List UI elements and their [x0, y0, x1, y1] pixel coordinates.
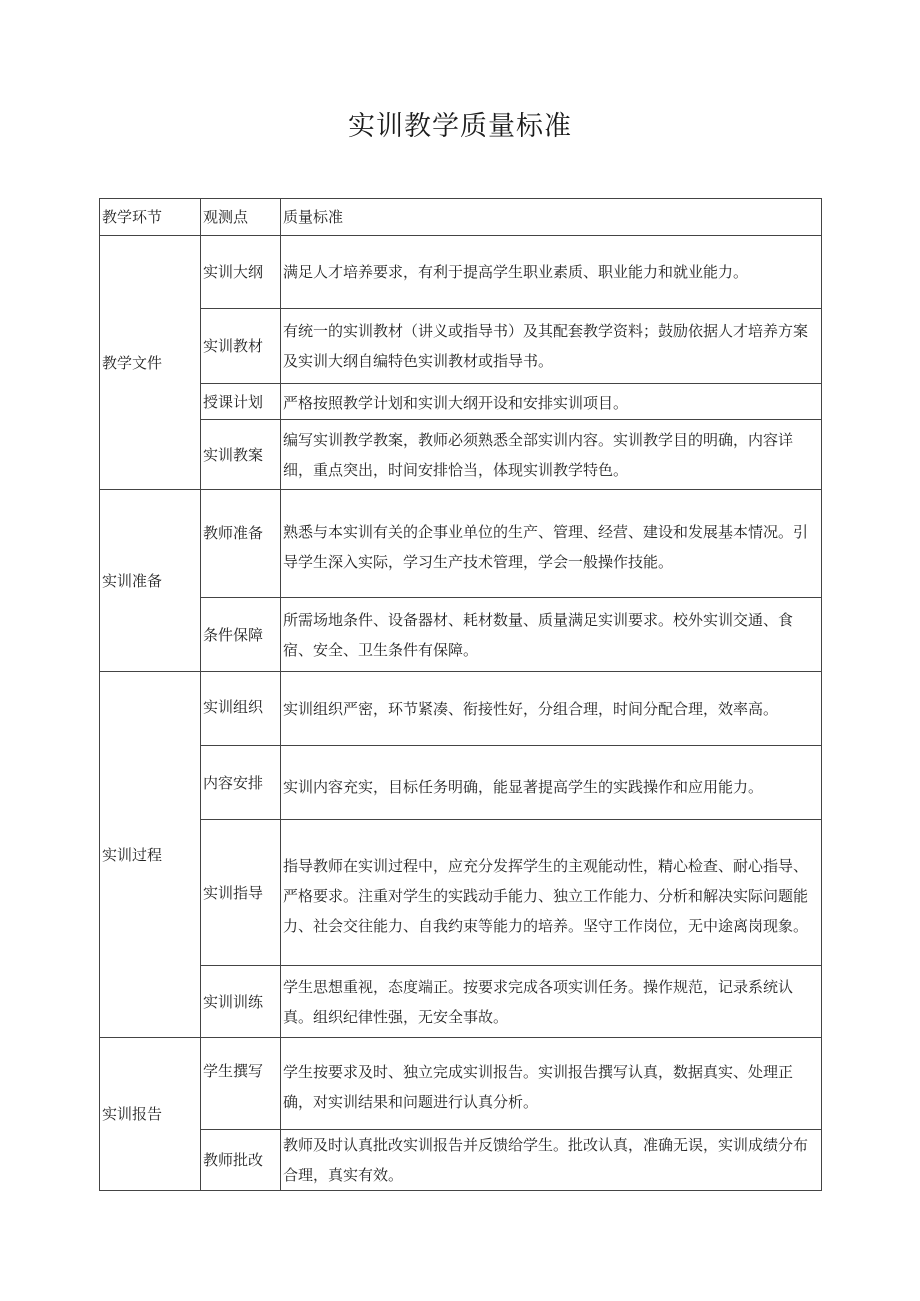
point-teacher-grading: 教师批改 — [201, 1130, 281, 1191]
standard-text: 满足人才培养要求，有利于提高学生职业素质、职业能力和就业能力。 — [281, 236, 822, 309]
document-title: 实训教学质量标准 — [348, 111, 572, 142]
standard-text: 实训内容充实，目标任务明确，能显著提高学生的实践操作和应用能力。 — [281, 746, 822, 820]
table-row — [100, 820, 822, 966]
standard-text: 编写实训教学教案，教师必须熟悉全部实训内容。实训教学目的明确，内容详细，重点突出，时间安排恰当，体现实训教学特色。 — [281, 420, 822, 490]
category-training-report: 实训报告 — [100, 1038, 201, 1191]
table-row — [100, 1038, 822, 1130]
table-row — [100, 236, 822, 309]
standard-text: 有统一的实训教材（讲义或指导书）及其配套教学资料；鼓励依据人才培养方案及实训大纲自编特色实训教材或指导书。 — [281, 309, 822, 384]
table-row — [100, 966, 822, 1038]
point-training-materials: 实训教材 — [201, 309, 281, 384]
standard-text: 所需场地条件、设备器材、耗材数量、质量满足实训要求。校外实训交通、食宿、安全、卫生条件有保障。 — [281, 598, 822, 672]
table-row — [100, 309, 822, 384]
point-training-guidance: 实训指导 — [201, 820, 281, 966]
table-row — [100, 746, 822, 820]
header-teaching-stage: 教学环节 — [100, 199, 201, 236]
table-row — [100, 672, 822, 746]
standard-text: 学生按要求及时、独立完成实训报告。实训报告撰写认真，数据真实、处理正确，对实训结果和问题进行认真分析。 — [281, 1038, 822, 1130]
category-training-preparation: 实训准备 — [100, 490, 201, 672]
point-condition-support: 条件保障 — [201, 598, 281, 672]
point-student-writing: 学生撰写 — [201, 1038, 281, 1130]
point-teaching-plan: 授课计划 — [201, 384, 281, 420]
point-lesson-plan: 实训教案 — [201, 420, 281, 490]
table-row — [100, 598, 822, 672]
table-row — [100, 1130, 822, 1191]
table-row — [100, 490, 822, 598]
standard-text: 实训组织严密，环节紧凑、衔接性好，分组合理，时间分配合理，效率高。 — [281, 672, 822, 746]
standard-text: 严格按照教学计划和实训大纲开设和安排实训项目。 — [281, 384, 822, 420]
point-content-arrangement: 内容安排 — [201, 746, 281, 820]
standard-text: 教师及时认真批改实训报告并反馈给学生。批改认真，准确无误，实训成绩分布合理，真实有效。 — [281, 1130, 822, 1191]
standard-text: 学生思想重视，态度端正。按要求完成各项实训任务。操作规范，记录系统认真。组织纪律性强，无安全事故。 — [281, 966, 822, 1038]
standard-text: 指导教师在实训过程中，应充分发挥学生的主观能动性，精心检查、耐心指导、严格要求。注重对学生的实践动手能力、独立工作能力、分析和解决实际问题能力、社会交往能力、自我约束等能力的培养。坚守工作岗位，无中途离岗现象。 — [281, 820, 822, 966]
table-header-row — [100, 199, 822, 236]
point-training-practice: 实训训练 — [201, 966, 281, 1038]
quality-standard-table — [99, 198, 822, 1191]
point-teacher-preparation: 教师准备 — [201, 490, 281, 598]
table-row — [100, 420, 822, 490]
category-teaching-documents: 教学文件 — [100, 236, 201, 490]
header-quality-standard: 质量标准 — [281, 199, 822, 236]
point-training-outline: 实训大纲 — [201, 236, 281, 309]
table-row — [100, 384, 822, 420]
point-training-organization: 实训组织 — [201, 672, 281, 746]
standard-text: 熟悉与本实训有关的企事业单位的生产、管理、经营、建设和发展基本情况。引导学生深入实际，学习生产技术管理，学会一般操作技能。 — [281, 490, 822, 598]
category-training-process: 实训过程 — [100, 672, 201, 1038]
header-observation-point: 观测点 — [201, 199, 281, 236]
